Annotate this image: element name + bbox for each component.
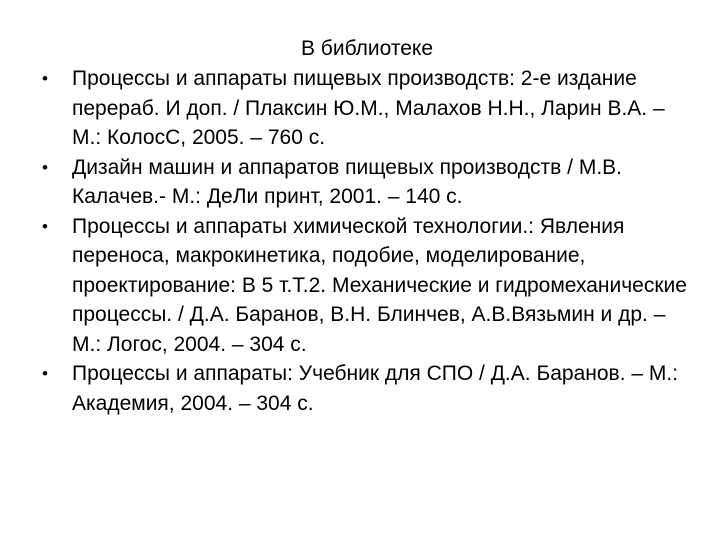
list-item-text: Процессы и аппараты пищевых производств: 2-е издание перераб. И доп. / Плаксин Ю.М., Малахов Н.Н., Ларин В.А. – М.: КолосС, 2005. – 760 с. (72, 67, 665, 149)
bullet-icon: • (42, 364, 48, 383)
list-item-text: Процессы и аппараты: Учебник для СПО / Д.А. Баранов. – М.: Академия, 2004. – 304 с. (72, 362, 679, 415)
bullet-icon: • (42, 157, 48, 177)
slide-title: В библиотеке (300, 37, 434, 60)
list-item-text: Процессы и аппараты химической технологии.: Явления переноса, макрокинетика, подобие, моделирование, проектирование: В 5 т.Т.2. Механические и гидромеханические процессы. / Д.А. Баранов, В.Н. Блинчев, А.В.Вязьмин и др. – М.: Логос, 2004. – 304 с. (72, 214, 687, 356)
bullet-icon: • (42, 216, 48, 236)
bibliography-list (42, 64, 692, 418)
list-item (42, 212, 692, 360)
list-item (42, 153, 692, 212)
bullet-icon: • (42, 69, 48, 88)
list-item-text: Дизайн машин и аппаратов пищевых производств / М.В. Калачев.- М.: ДеЛи принт, 2001. – 140 с. (72, 155, 622, 208)
list-item (42, 359, 692, 418)
list-item (42, 64, 692, 153)
